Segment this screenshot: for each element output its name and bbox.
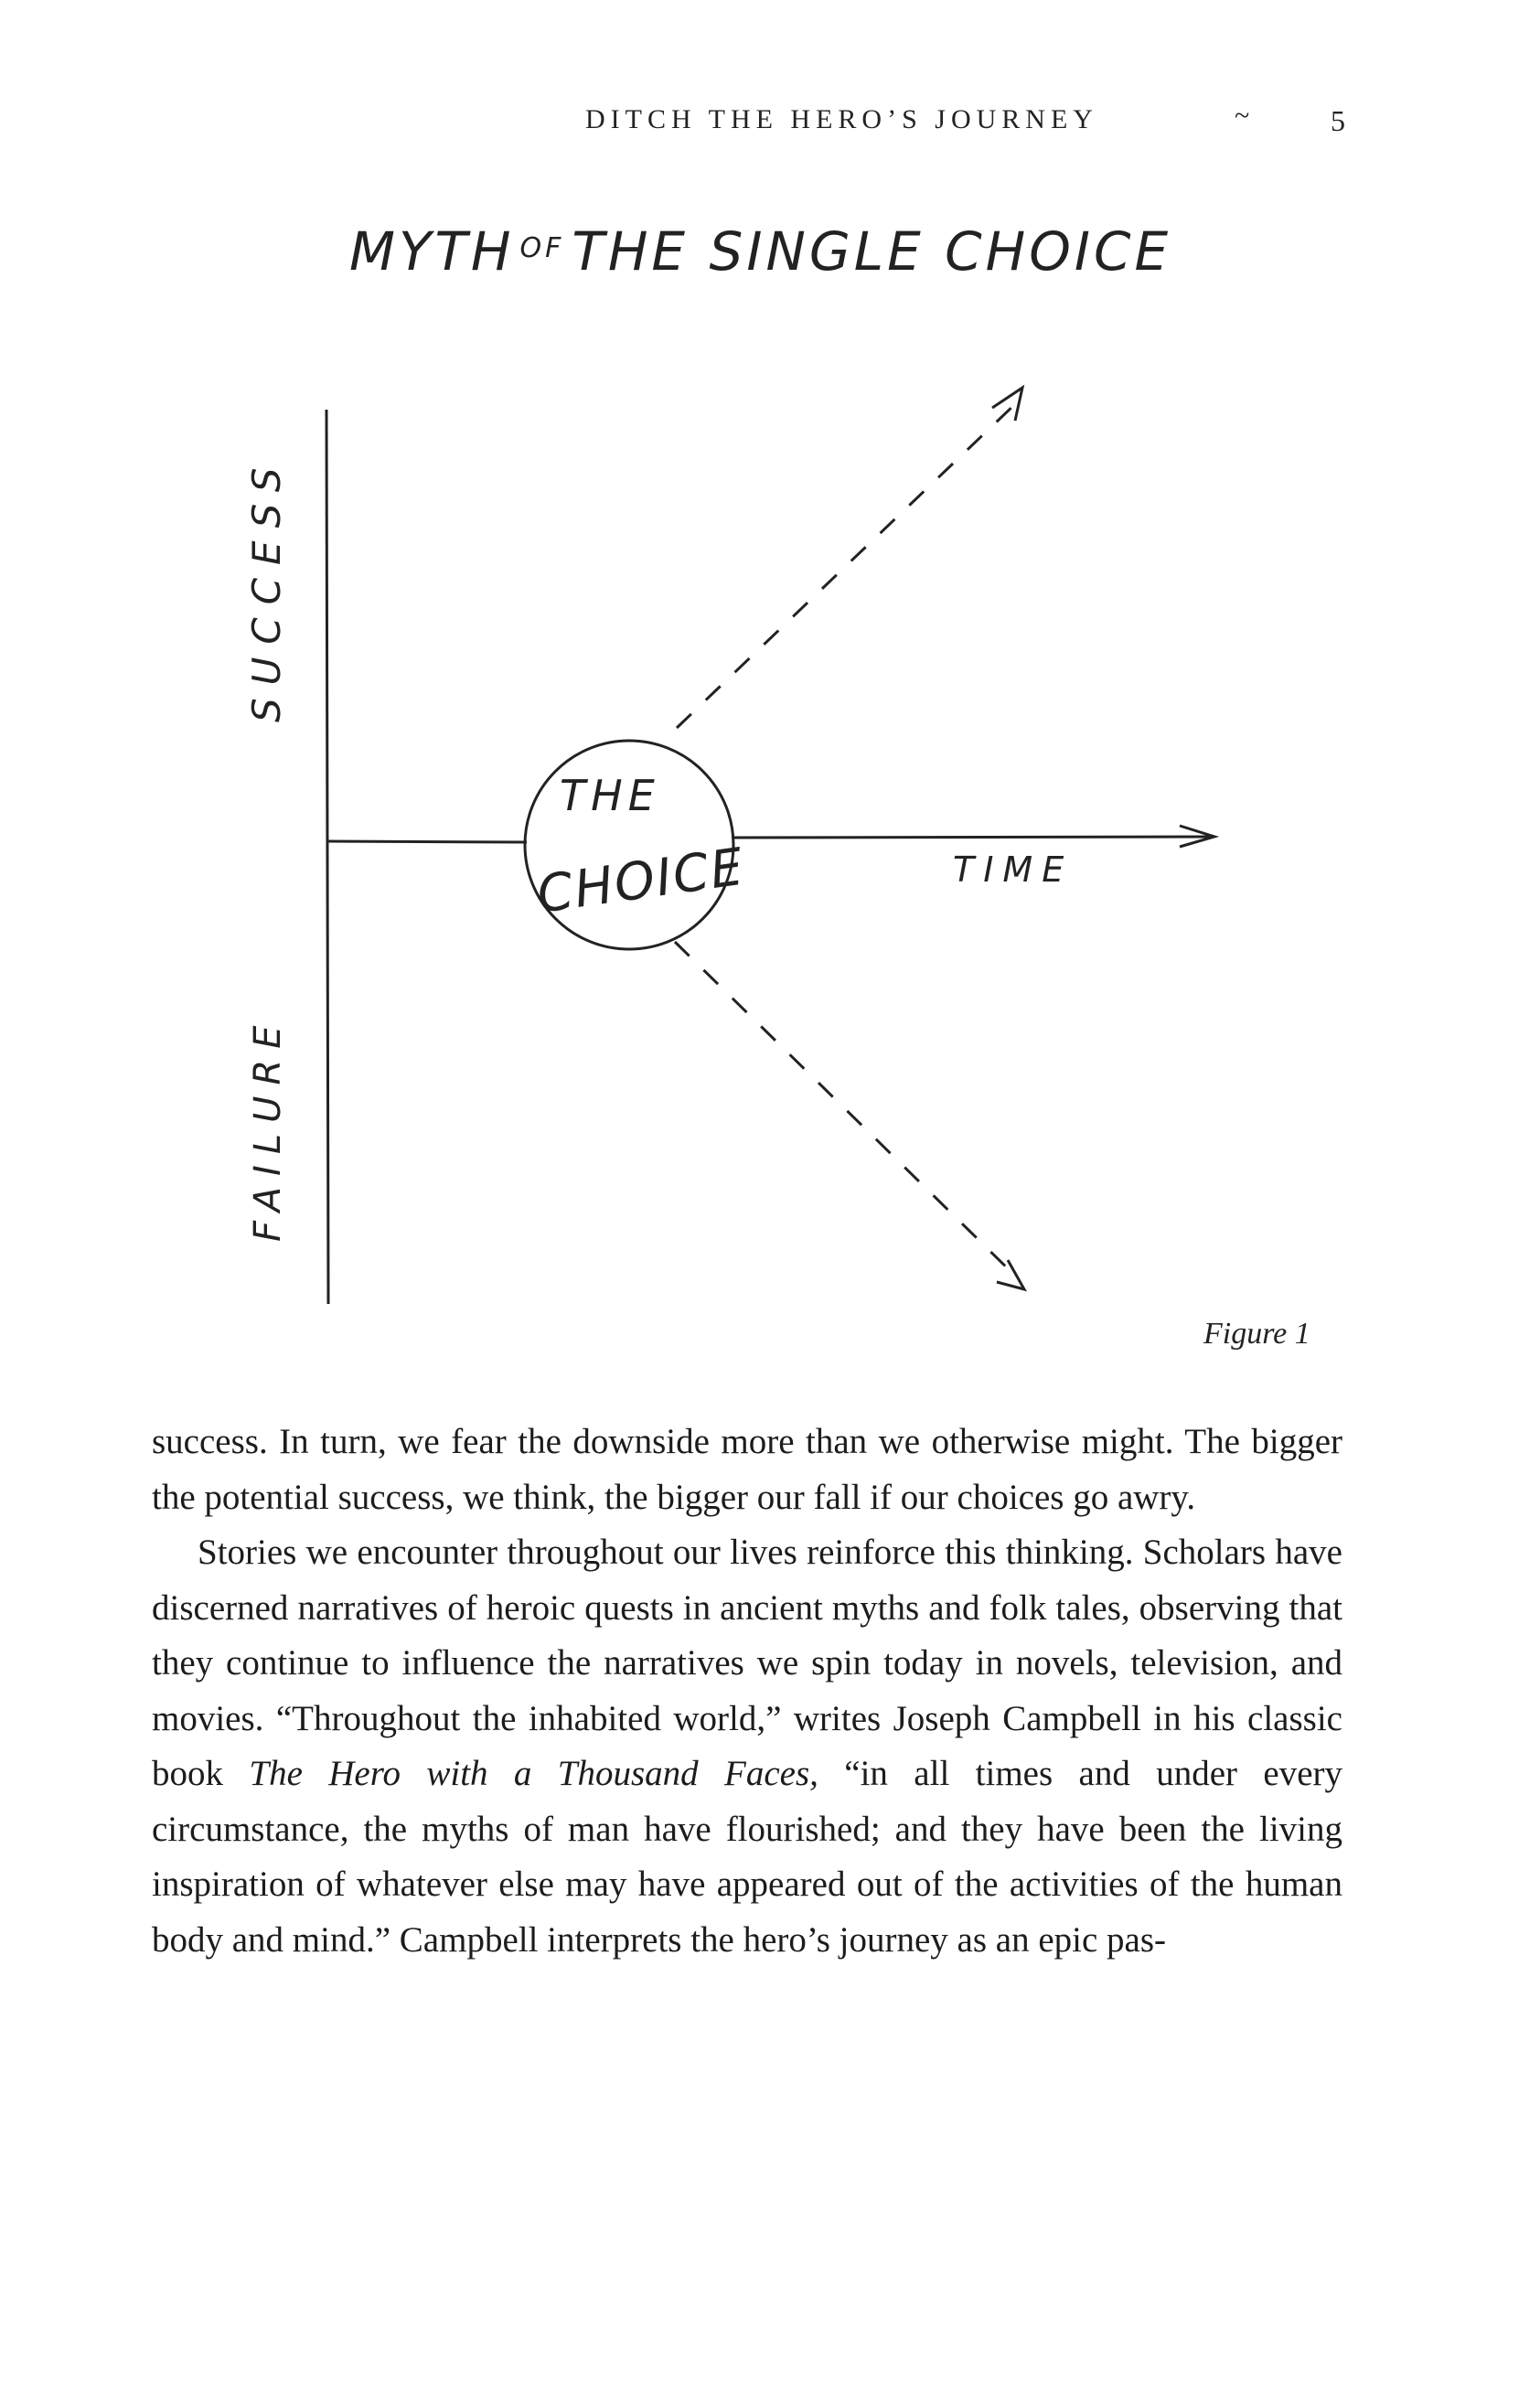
x-axis-label: TIME <box>953 849 1074 890</box>
running-title: DITCH THE HERO’S JOURNEY <box>585 104 1098 134</box>
failure-path-dashed <box>675 942 1020 1280</box>
paragraph-1: success. In turn, we fear the downside more than we otherwise might. The bigger the potential success, we think, the bigger our fall if our choices go awry. <box>152 1422 1342 1517</box>
success-path-dashed <box>677 402 1017 728</box>
body-text <box>152 1415 1342 1968</box>
circle-label-choice: CHOICE <box>533 837 749 925</box>
y-axis-bottom-label: FAILURE <box>247 1014 289 1242</box>
book-title: The Hero with a Thousand Faces, <box>249 1754 818 1793</box>
paragraph-2 <box>152 1525 1342 1968</box>
figure-title-part2: THE SINGLE CHOICE <box>572 220 1172 283</box>
ornament-icon: ~ <box>1235 101 1250 131</box>
figure-title-part1: MYTH <box>349 220 515 283</box>
paragraph-2-text-a: Stories we encounter throughout our lives reinforce this thinking. Scholars have discerned narratives of heroic quests in ancient myths and folk tales, observing that they continue to influence the narratives we spin today in novels, television, and movies. “Throughout the inhabited world,” writes Joseph Campbell in his classic book <box>152 1533 1342 1793</box>
figure-caption: Figure 1 <box>1203 1317 1310 1351</box>
time-arrow-line <box>732 837 1212 838</box>
figure-title-small: OF <box>519 232 565 264</box>
success-arrowhead-icon <box>992 388 1022 421</box>
figure-title <box>349 220 1171 283</box>
x-axis-line-left <box>327 841 527 842</box>
circle-label-the: THE <box>560 771 660 820</box>
page-number: 5 <box>1331 104 1345 137</box>
y-axis-top-label: SUCCESS <box>244 454 289 722</box>
failure-arrowhead-icon <box>997 1260 1024 1289</box>
paragraph-2-text-b: “in all times and under every circumstance, the myths of man have flourished; and they have been the living inspiration of whatever else may have appeared out of the activities of the human body and mind.” Campbell interprets the hero’s journey as an epic pas- <box>152 1754 1342 1960</box>
y-axis-line <box>326 410 328 1304</box>
